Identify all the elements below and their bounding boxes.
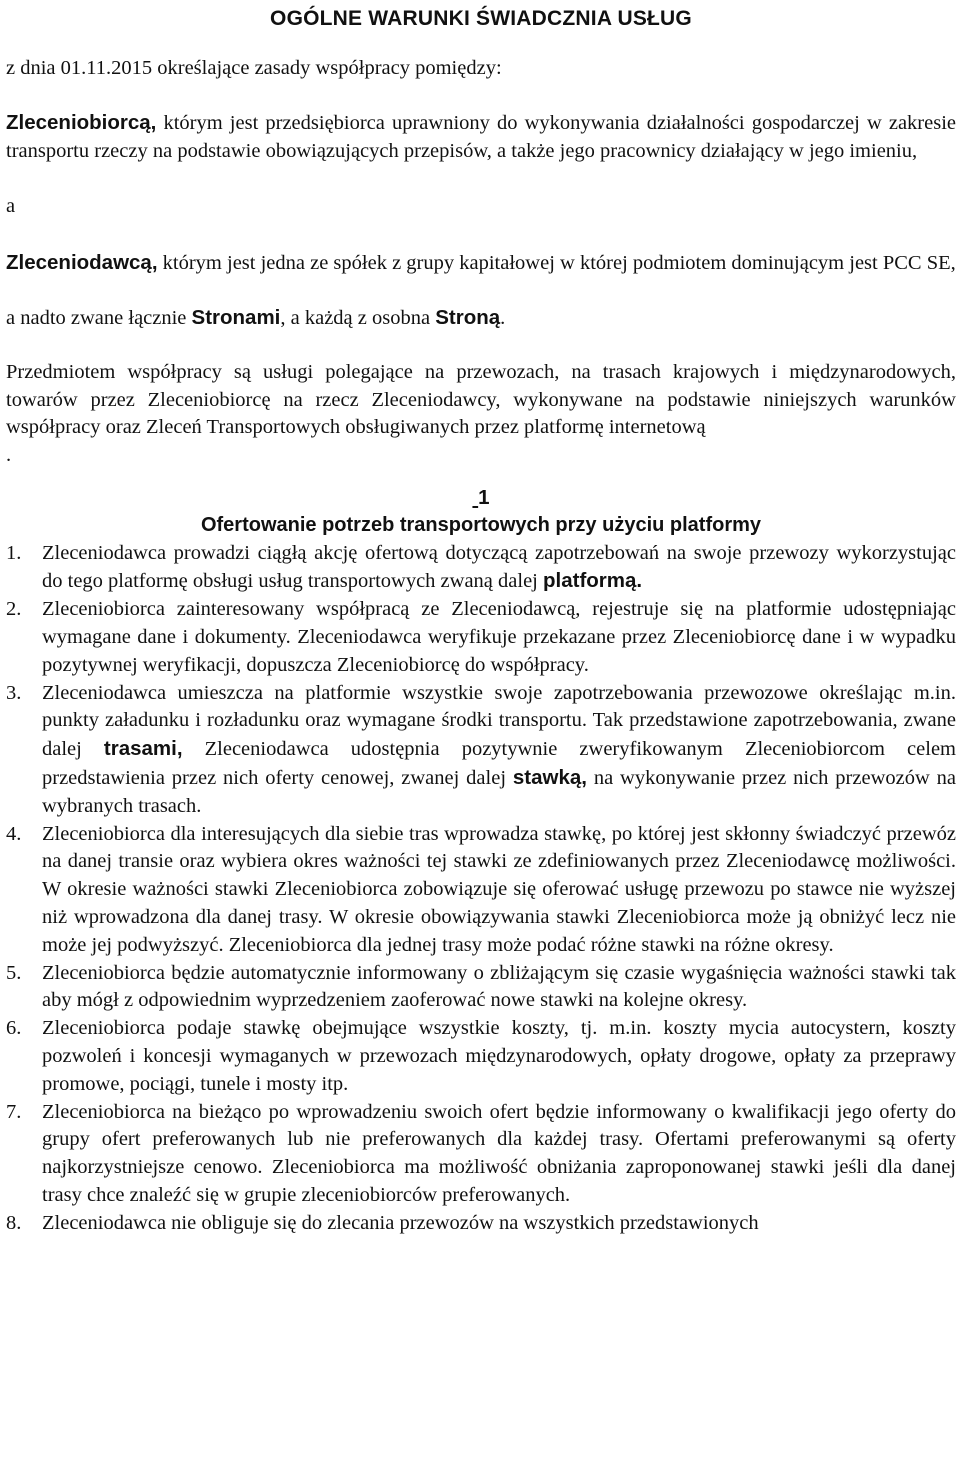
item-number: 1.: [6, 541, 22, 564]
section-mark: [6, 484, 956, 512]
parties-term-singular: Stroną: [435, 305, 501, 329]
item-number: 6.: [6, 1017, 22, 1040]
stray-dot: .: [6, 444, 12, 467]
item-number: 4.: [6, 822, 22, 845]
list-item: [6, 960, 956, 1016]
date-line: z dnia 01.11.2015 określające zasady współpracy pomiędzy:: [6, 57, 502, 79]
section-number: 1: [478, 485, 490, 509]
item-term-2: stawką,: [512, 765, 587, 789]
item-number: 8.: [6, 1211, 22, 1234]
clause-list: [6, 540, 956, 1238]
list-item: [6, 1099, 956, 1210]
list-item: [6, 540, 956, 597]
item-text: Zleceniodawca umieszcza na platformie wszystkie swoje zapotrzebowania przewozowe określając m.in. punkty załadunku i rozładunku oraz wymagane środki transportu. Tak przedstawione zapotrzebowania, zwane dalej: [42, 681, 956, 761]
list-item: [6, 680, 956, 821]
list-item: [6, 596, 956, 679]
connector-word: a: [6, 195, 16, 218]
item-number: 3.: [6, 681, 22, 704]
item-text-continued: Zleceniodawca udostępnia pozytywnie zweryfikowanym Zleceniobiorcom celem przedstawienia przez nich oferty cenowej, zwanej dalej: [42, 738, 956, 789]
section-title: Ofertowanie potrzeb transportowych przy użyciu platformy: [200, 513, 762, 536]
item-number: 7.: [6, 1100, 22, 1123]
party-client-text: którym jest jedna ze spółek z grupy kapitałowej w której podmiotem dominującym jest PCC SE,: [157, 252, 956, 275]
parties-middle: , a każdą z osobna: [280, 306, 436, 329]
item-number: 5.: [6, 961, 22, 984]
party-contractor-text: którym jest przedsiębiorca uprawniony do wykonywania działalności gospodarczej w zakresie transportu rzeczy na podstawie obowiązujących przepisów, a także jego pracownicy działający w jego imieniu,: [6, 111, 956, 162]
item-text: Zleceniobiorca zainteresowany współpracą ze Zleceniodawcą, rejestruje się na platformie udostępniając wymagane dane i dokumenty. Zleceniodawca weryfikuje przekazane przez Zleceniobiorcę dane i w wypadku pozytywnej weryfikacji, dopuszcza Zleceniobiorcę do współpracy.: [42, 598, 956, 676]
party-client-paragraph: [6, 249, 956, 278]
item-text-end: na wykonywanie przez nich przewozów na wybranych trasach.: [42, 766, 956, 817]
item-term: platformą.: [543, 569, 643, 593]
item-text: Zleceniobiorca na bieżąco po wprowadzeniu swoich ofert będzie informowany o kwalifikacji jego oferty do grupy ofert preferowanych lub nie preferowanych dla każdej trasy. Ofertami preferowanymi są oferty najkorzystniejsze cenowo. Zleceniobiorca ma możliwość obniżania zaproponowanej stawki jeśli dla danej trasy chce znaleźć się w grupie zleceniobiorców preferowanych.: [42, 1100, 956, 1206]
item-text: Zleceniodawca prowadzi ciągłą akcję ofertową dotyczącą zapotrzebowań na swoje przewozy wykorzystując do tego platformę obsługi usług transportowych zwaną dalej: [42, 541, 956, 593]
party-contractor-name: Zleceniobiorcą,: [6, 110, 157, 134]
item-text: Zleceniobiorca będzie automatycznie informowany o zbliżającym się czasie wygaśnięcia ważności stawki tak aby mógł z odpowiednim wyprzedzeniem zaoferować nowe stawki na kolejne okresy.: [42, 961, 956, 1012]
parties-prefix: a nadto zwane łącznie: [6, 306, 192, 329]
party-contractor-paragraph: [6, 109, 956, 166]
item-term: trasami,: [103, 737, 183, 761]
document-page: [0, 5, 960, 1457]
item-text: Zleceniobiorca podaje stawkę obejmujące wszystkie koszty, tj. m.in. koszty mycia autocystern, koszty pozwoleń i koncesji wymaganych w przewozach międzynarodowych, opłaty drogowe, opłaty za przeprawy promowe, pociągi, tunele i mosty itp.: [42, 1017, 956, 1095]
list-item: [6, 1015, 956, 1098]
document-title: OGÓLNE WARUNKI ŚWIADCZNIA USŁUG: [270, 7, 692, 30]
item-number: 2.: [6, 598, 22, 621]
parties-definition: [6, 304, 956, 333]
item-text: Zleceniodawca nie obliguje się do zlecania przewozów na wszystkich przedstawionych: [42, 1211, 759, 1234]
list-item: [6, 1210, 956, 1238]
parties-suffix: .: [500, 306, 506, 329]
list-item: [6, 821, 956, 960]
subject-paragraph: Przedmiotem współpracy są usługi polegające na przewozach, na trasach krajowych i międzynarodowych, towarów przez Zleceniobiorcę na rzecz Zleceniodawcy, wykonywane na podstawie niniejszych warunków współpracy oraz Zleceń Transportowych obsługiwanych przez platformę internetową: [6, 360, 956, 439]
parties-term-plural: Stronami: [191, 305, 281, 329]
item-text: Zleceniobiorca dla interesujących dla siebie tras wprowadza stawkę, po której jest skłonny świadczyć przewóz na danej transie oraz wybiera okres ważności tej stawki ze zdefiniowanych przez Zleceniodawcę możliwości. W okresie ważności stawki Zleceniobiorca zobowiązuje się oferować usługę przewozu po stawce nie wyższej niż wprowadzona dla danej trasy. W okresie obowiązywania stawki Zleceniobiorca może ją obniżyć lecz nie może jej podwyższyć. Zleceniobiorca dla jednej trasy może podać różne stawki na różne okresy.: [42, 822, 956, 956]
party-client-name: Zleceniodawcą,: [6, 251, 158, 275]
